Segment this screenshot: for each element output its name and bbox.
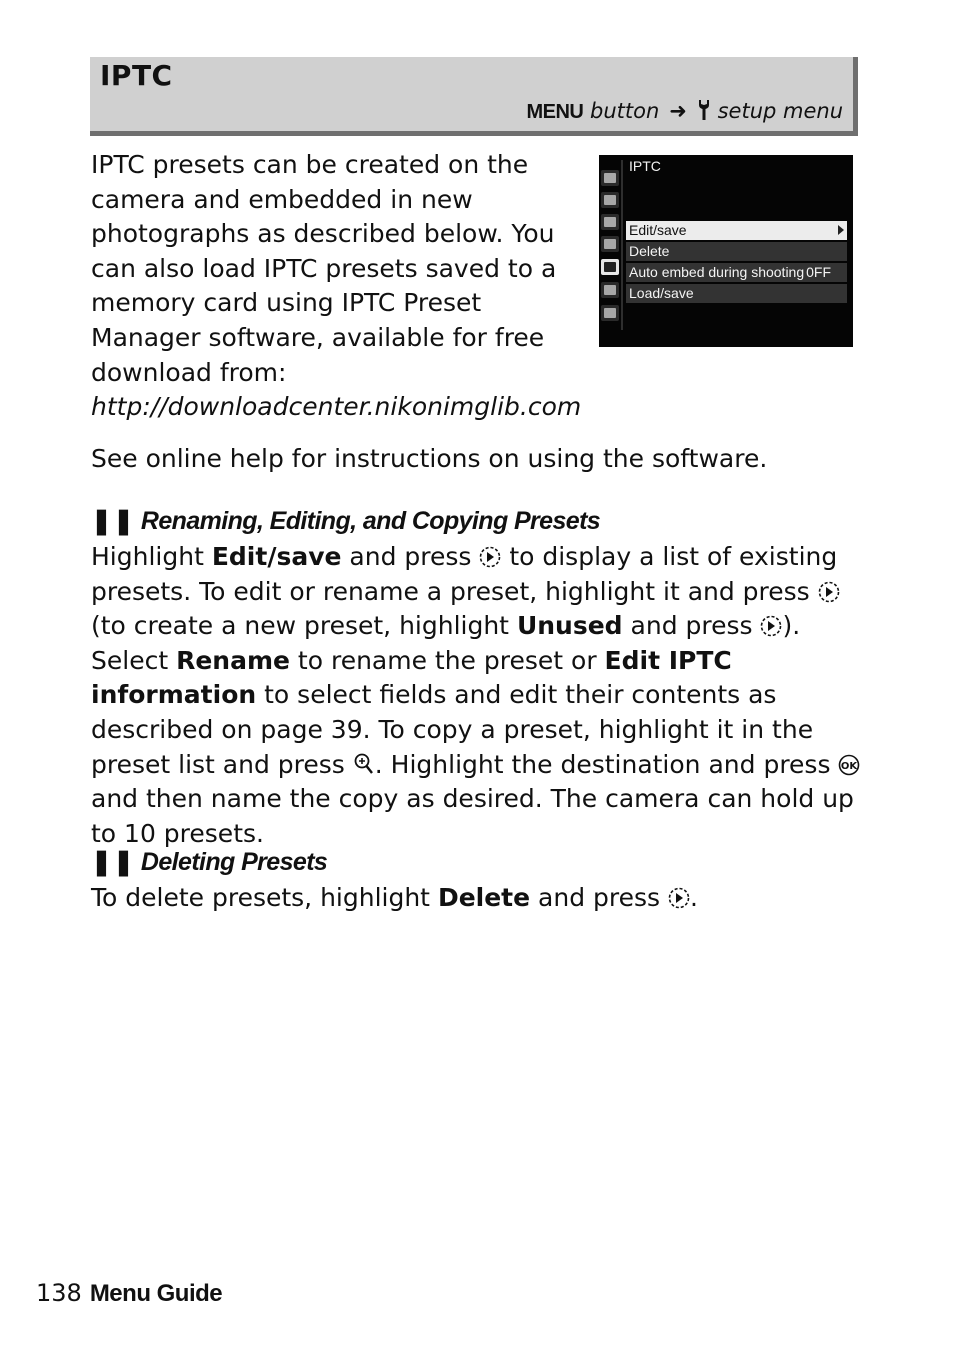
retouch-tab-icon xyxy=(601,282,619,298)
page-title: IPTC xyxy=(100,59,173,92)
wrench-icon xyxy=(697,99,711,121)
screen-item-load-save: Load/save xyxy=(626,284,847,303)
recent-tab-icon xyxy=(601,305,619,321)
svg-text:OK: OK xyxy=(841,760,858,772)
edit-iptc-term: Edit IPTC information xyxy=(91,645,732,710)
unused-term: Unused xyxy=(516,611,623,641)
deleting-paragraph: To delete presets, highlight Delete and press . xyxy=(91,883,698,912)
arrow-icon: ➜ xyxy=(669,99,687,123)
menu-tab-column xyxy=(599,160,621,325)
screen-title: IPTC xyxy=(629,158,661,174)
triangle-right-icon xyxy=(838,225,844,235)
see-help-text: See online help for instructions on using the software. xyxy=(91,444,768,473)
ok-button-icon xyxy=(838,754,860,776)
section-heading-renaming: ❚❚ Renaming, Editing, and Copying Presets xyxy=(91,507,601,535)
section-marker: ❚❚ xyxy=(91,848,135,876)
screen-item-delete: Delete xyxy=(626,242,847,261)
multi-selector-right-icon xyxy=(479,546,501,568)
camera-tab-icon xyxy=(601,192,619,208)
divider xyxy=(621,160,623,330)
screen-item-edit-save: Edit/save xyxy=(626,221,847,240)
page-footer xyxy=(36,1279,222,1308)
footer-guide-title: Menu Guide xyxy=(89,1280,223,1307)
renaming-paragraph: Highlight Edit/save and press to display a list of existing presets. To edit or rename a preset, highlight it and press (to create a new preset, highlight Unused and press ). Select Rename to rename the preset or Edit IPTC information to select fields and edit their contents as described on page 39. To copy a preset, highlight it in the preset list and press . Highlight the destination and press OK and then name the copy as desired. The camera can hold up to 10 presets. xyxy=(91,540,861,851)
section-header-bar xyxy=(90,57,858,136)
camera-menu-screenshot xyxy=(599,155,853,347)
intro-text: IPTC presets can be created on the camera and embedded in new photographs as described below. You can also load IPTC presets saved to a memory card using IPTC Preset Manager software, available for free download from: xyxy=(91,150,557,387)
multi-selector-right-icon xyxy=(760,615,782,637)
pencil-tab-icon xyxy=(601,236,619,252)
download-url: http://downloadcenter.nikonimglib.com xyxy=(91,392,582,422)
menu-button-label: MENU xyxy=(526,101,584,123)
edit-save-term: Edit/save xyxy=(211,542,342,571)
wrench-tab-icon xyxy=(601,259,619,275)
intro-paragraph xyxy=(91,148,581,425)
playback-tab-icon xyxy=(601,170,619,186)
zoom-in-icon xyxy=(353,752,375,776)
auto-embed-value: 0FF xyxy=(806,264,831,280)
multi-selector-right-icon xyxy=(818,581,840,603)
delete-term: Delete xyxy=(437,883,531,912)
section-heading-deleting: ❚❚ Deleting Presets xyxy=(91,848,328,876)
movie-tab-icon xyxy=(601,214,619,230)
screen-item-auto-embed: Auto embed during shooting 0FF xyxy=(626,263,847,282)
rename-term: Rename xyxy=(176,645,290,675)
multi-selector-right-icon xyxy=(668,887,690,909)
button-word: button xyxy=(590,99,660,123)
section-marker: ❚❚ xyxy=(91,507,135,535)
setup-menu-label: setup menu xyxy=(717,99,843,123)
page-number: 138 xyxy=(36,1279,82,1307)
menu-path xyxy=(526,99,843,124)
